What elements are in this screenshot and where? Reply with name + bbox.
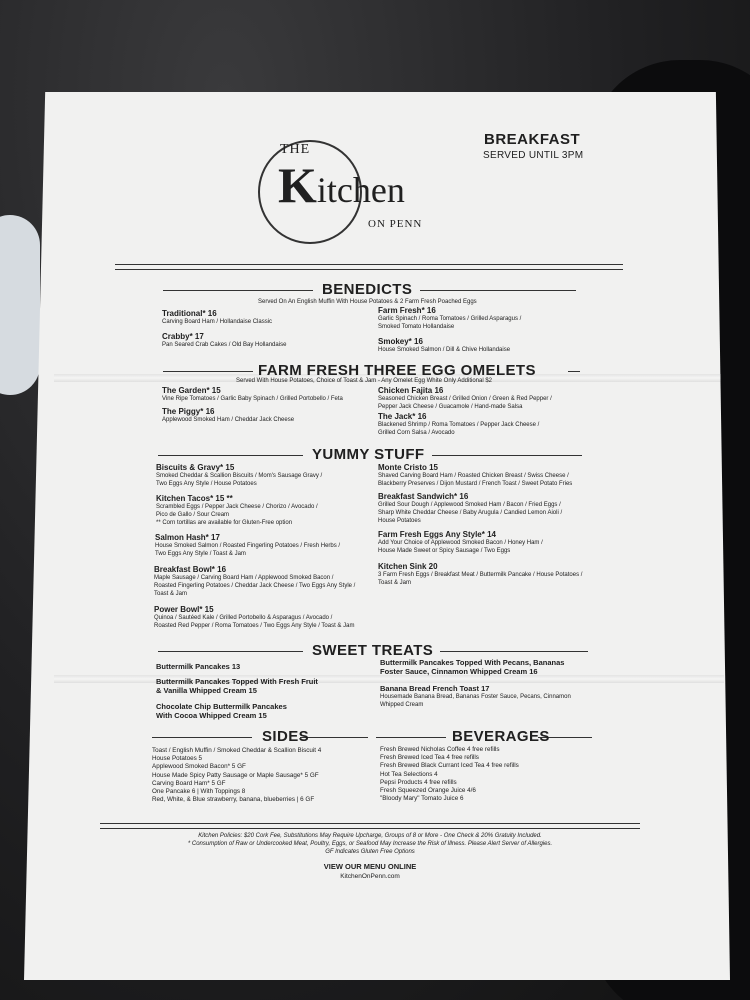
sneaker bbox=[0, 215, 40, 395]
menu-item: Buttermilk Pancakes 13 bbox=[156, 662, 241, 671]
list-item: Toast / English Muffin / Smoked Cheddar & Scallion Biscuit 4 bbox=[152, 747, 322, 754]
divider bbox=[300, 737, 368, 738]
list-item: Fresh Brewed Nicholas Coffee 4 free refills bbox=[380, 746, 500, 753]
menu-item: Banana Bread French Toast 17 Housemade Banana Bread, Bananas Foster Sauce, Pecans, Cinnamon Whipped Cream bbox=[380, 684, 571, 708]
menu-title: BREAKFAST bbox=[484, 131, 581, 148]
logo-wordmark: Kitchen bbox=[278, 157, 405, 213]
menu-item: Chicken Fajita 16 Seasoned Chicken Breast / Grilled Onion / Green & Red Pepper / Pepper Jack Cheese / Guacamole / Hand-made Salsa bbox=[378, 386, 552, 410]
divider bbox=[163, 371, 253, 372]
section-title-sides: SIDES bbox=[262, 728, 310, 745]
divider bbox=[163, 290, 313, 291]
menu-item: Breakfast Bowl* 16 Maple Sausage / Carving Board Ham / Applewood Smoked Bacon / Roasted Fingerling Potatoes / Cheddar Jack Cheese / Two Eggs Any Style / Toast & Jam bbox=[154, 565, 356, 597]
list-item: Fresh Brewed Iced Tea 4 free refills bbox=[380, 754, 479, 762]
divider bbox=[158, 455, 303, 456]
divider bbox=[568, 371, 580, 372]
divider bbox=[158, 651, 303, 652]
section-title-benedicts: BENEDICTS bbox=[322, 281, 413, 298]
menu-item: Power Bowl* 15 Quinoa / Sautéed Kale / Grilled Portobello & Asparagus / Avocado / Roasted Red Pepper / Roma Tomatoes / Two Eggs Any Style / Toast & Jam bbox=[154, 605, 355, 629]
divider bbox=[420, 290, 576, 291]
sides-list bbox=[152, 747, 321, 804]
list-item: Fresh Squeezed Orange Juice 4/6 bbox=[380, 787, 476, 795]
divider bbox=[100, 823, 640, 824]
section-note: Served With House Potatoes, Choice of Toast & Jam - Any Omelet Egg White Only Additional $2 bbox=[236, 378, 493, 384]
section-title-yummy: YUMMY STUFF bbox=[312, 446, 425, 463]
menu-subtitle: SERVED UNTIL 3PM bbox=[483, 150, 584, 161]
divider bbox=[440, 651, 588, 652]
menu-item: Breakfast Sandwich* 16 Grilled Sour Dough / Applewood Smoked Ham / Bacon / Fried Eggs / Sharp White Cheddar Cheese / Baby Arugula / Candied Lemon Aioli / House Potatoes bbox=[378, 492, 563, 524]
menu-item: Monte Cristo 15 Shaved Carving Board Ham / Roasted Chicken Breast / Swiss Cheese / Blackberry Preserves / Dijon Mustard / French Toast / Sweet Potato Fries bbox=[378, 463, 573, 487]
menu-item: Buttermilk Pancakes Topped With Pecans, Bananas Foster Sauce, Cinnamon Whipped Cream 16 bbox=[380, 658, 565, 676]
logo-the: THE bbox=[280, 142, 311, 157]
paper-fold bbox=[54, 675, 724, 683]
list-item: House Made Spicy Patty Sausage or Maple Sausage* 5 GF bbox=[152, 771, 319, 779]
list-item: Pepsi Products 4 free refills bbox=[380, 778, 457, 786]
divider bbox=[100, 828, 640, 829]
menu-item: Kitchen Tacos* 15 ** Scrambled Eggs / Pepper Jack Cheese / Chorizo / Avocado / Pico de Gallo / Sour Cream ** Corn tortillas are available for Gluten-Free option bbox=[156, 494, 318, 526]
list-item: Red, White, & Blue strawberry, banana, blueberries | 6 GF bbox=[152, 796, 315, 804]
list-item: Fresh Brewed Black Currant Iced Tea 4 free refills bbox=[380, 762, 519, 770]
list-item: Hot Tea Selections 4 bbox=[380, 770, 438, 778]
list-item: House Potatoes 5 bbox=[152, 755, 203, 763]
divider bbox=[115, 264, 623, 265]
divider bbox=[115, 269, 623, 270]
list-item: Applewood Smoked Bacon* 5 GF bbox=[152, 763, 246, 771]
list-item: "Bloody Mary" Tomato Juice 6 bbox=[380, 795, 464, 803]
menu-item: Biscuits & Gravy* 15 Smoked Cheddar & Scallion Biscuits / Mom's Sausage Gravy / Two Eggs Any Style / House Potatoes bbox=[156, 463, 323, 487]
divider bbox=[376, 737, 446, 738]
list-item: One Pancake 6 | With Toppings 8 bbox=[152, 788, 246, 796]
menu-item: Crabby* 17 Pan Seared Crab Cakes / Old Bay Hollandaise bbox=[162, 332, 287, 348]
logo-subtitle: ON PENN bbox=[368, 218, 423, 230]
menu-item: Buttermilk Pancakes Topped With Fresh Fruit & Vanilla Whipped Cream 15 bbox=[156, 677, 318, 695]
divider bbox=[152, 737, 252, 738]
menu-item: Kitchen Sink 20 3 Farm Fresh Eggs / Breakfast Meat / Buttermilk Pancake / House Potatoes / Toast & Jam bbox=[378, 562, 583, 586]
view-menu-online: VIEW OUR MENU ONLINE bbox=[323, 862, 417, 871]
beverages-list bbox=[380, 746, 519, 803]
policy-block: Kitchen Policies: $20 Cork Fee, Substitutions May Require Upcharge, Groups of 8 or More - One Check & 20% Gratuity Included. * Consumption of Raw or Undercooked Meat, Poultry, Eggs, or Seafood May Increase the Risk of Illness. Please Alert Server of Allergies. GF Indicates Gluten Free Options bbox=[187, 833, 553, 855]
list-item: Carving Board Ham* 5 GF bbox=[152, 779, 226, 787]
menu-item: Chocolate Chip Buttermilk Pancakes With Cocoa Whipped Cream 15 bbox=[156, 702, 287, 720]
menu-item: The Garden* 15 Vine Ripe Tomatoes / Garlic Baby Spinach / Grilled Portobello / Feta bbox=[162, 386, 343, 402]
menu-item: The Piggy* 16 Applewood Smoked Ham / Cheddar Jack Cheese bbox=[162, 407, 295, 423]
menu-item: The Jack* 16 Blackened Shrimp / Roma Tomatoes / Pepper Jack Cheese / Grilled Corn Salsa / Avocado bbox=[378, 412, 540, 436]
section-title-omelets: FARM FRESH THREE EGG OMELETS bbox=[258, 362, 536, 379]
section-title-sweet-treats: SWEET TREATS bbox=[312, 642, 434, 659]
divider bbox=[432, 455, 582, 456]
section-note: Served On An English Muffin With House Potatoes & 2 Farm Fresh Poached Eggs bbox=[258, 299, 477, 305]
menu-item: Salmon Hash* 17 House Smoked Salmon / Roasted Fingerling Potatoes / Fresh Herbs / Two Eggs Any Style / Toast & Jam bbox=[155, 533, 341, 557]
section-title-beverages: BEVERAGES bbox=[452, 728, 550, 745]
website-link: KitchenOnPenn.com bbox=[340, 873, 400, 880]
menu-item: Traditional* 16 Carving Board Ham / Hollandaise Classic bbox=[162, 309, 273, 325]
menu-item: Farm Fresh Eggs Any Style* 14 Add Your Choice of Applewood Smoked Bacon / Honey Ham / House Made Sweet or Spicy Sausage / Two Eggs bbox=[378, 530, 543, 554]
menu-item: Farm Fresh* 16 Garlic Spinach / Roma Tomatoes / Grilled Asparagus / Smoked Tomato Hollandaise bbox=[378, 306, 522, 330]
menu-item: Smokey* 16 House Smoked Salmon / Dill & Chive Hollandaise bbox=[378, 337, 511, 353]
